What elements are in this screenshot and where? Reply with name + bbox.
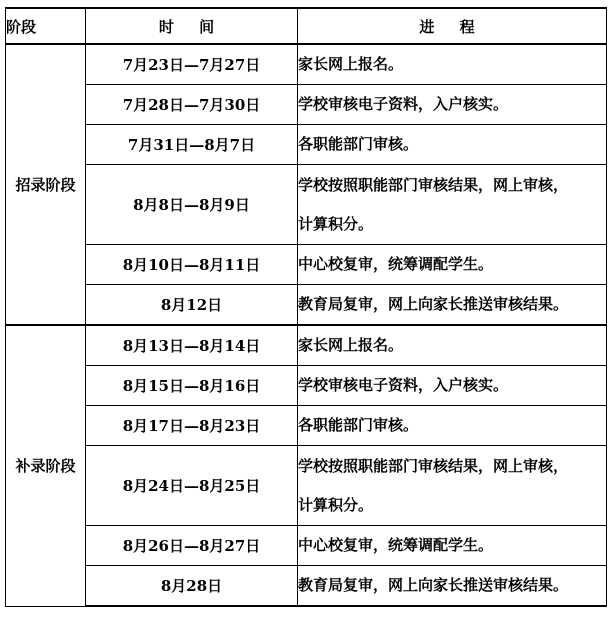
header-progress: 进 程 bbox=[298, 8, 607, 44]
progress-cell: 教育局复审，网上向家长推送审核结果。 bbox=[298, 566, 607, 607]
time-cell: 8月13日—8月14日 bbox=[86, 325, 298, 366]
table-row bbox=[6, 406, 607, 446]
time-cell: 8月17日—8月23日 bbox=[86, 406, 298, 446]
progress-cell: 中心校复审，统筹调配学生。 bbox=[298, 245, 607, 285]
table-row bbox=[6, 566, 607, 607]
table-row bbox=[6, 165, 607, 245]
time-cell: 8月26日—8月27日 bbox=[86, 526, 298, 566]
time-cell: 8月10日—8月11日 bbox=[86, 245, 298, 285]
schedule-table bbox=[5, 7, 607, 607]
progress-cell: 各职能部门审核。 bbox=[298, 125, 607, 165]
progress-cell: 家长网上报名。 bbox=[298, 325, 607, 366]
table-header-row bbox=[6, 8, 607, 44]
progress-cell: 家长网上报名。 bbox=[298, 44, 607, 85]
table-row bbox=[6, 446, 607, 526]
progress-line: 计算积分。 bbox=[298, 214, 374, 233]
table-row bbox=[6, 366, 607, 406]
table-row bbox=[6, 44, 607, 85]
progress-cell: 各职能部门审核。 bbox=[298, 406, 607, 446]
progress-cell bbox=[298, 165, 607, 245]
progress-cell: 学校审核电子资料，入户核实。 bbox=[298, 85, 607, 125]
phase-cell-enrollment: 招录阶段 bbox=[6, 44, 86, 325]
header-phase: 阶段 bbox=[6, 8, 86, 44]
schedule-sheet bbox=[5, 7, 606, 607]
table-row bbox=[6, 125, 607, 165]
header-time: 时 间 bbox=[86, 8, 298, 44]
time-cell: 8月8日—8月9日 bbox=[86, 165, 298, 245]
progress-cell: 中心校复审，统筹调配学生。 bbox=[298, 526, 607, 566]
time-cell: 7月28日—7月30日 bbox=[86, 85, 298, 125]
table-row bbox=[6, 85, 607, 125]
progress-cell: 学校审核电子资料，入户核实。 bbox=[298, 366, 607, 406]
progress-line: 学校按照职能部门审核结果，网上审核， bbox=[298, 456, 569, 475]
time-cell: 8月15日—8月16日 bbox=[86, 366, 298, 406]
table-row bbox=[6, 526, 607, 566]
phase-cell-supplementary: 补录阶段 bbox=[6, 325, 86, 606]
time-cell: 7月23日—7月27日 bbox=[86, 44, 298, 85]
progress-line: 学校按照职能部门审核结果，网上审核， bbox=[298, 175, 569, 194]
time-cell: 8月24日—8月25日 bbox=[86, 446, 298, 526]
table-row bbox=[6, 285, 607, 326]
progress-cell bbox=[298, 446, 607, 526]
progress-cell: 教育局复审，网上向家长推送审核结果。 bbox=[298, 285, 607, 326]
time-cell: 7月31日—8月7日 bbox=[86, 125, 298, 165]
table-row bbox=[6, 325, 607, 366]
progress-line: 计算积分。 bbox=[298, 495, 374, 514]
table-row bbox=[6, 245, 607, 285]
time-cell: 8月28日 bbox=[86, 566, 298, 607]
time-cell: 8月12日 bbox=[86, 285, 298, 326]
